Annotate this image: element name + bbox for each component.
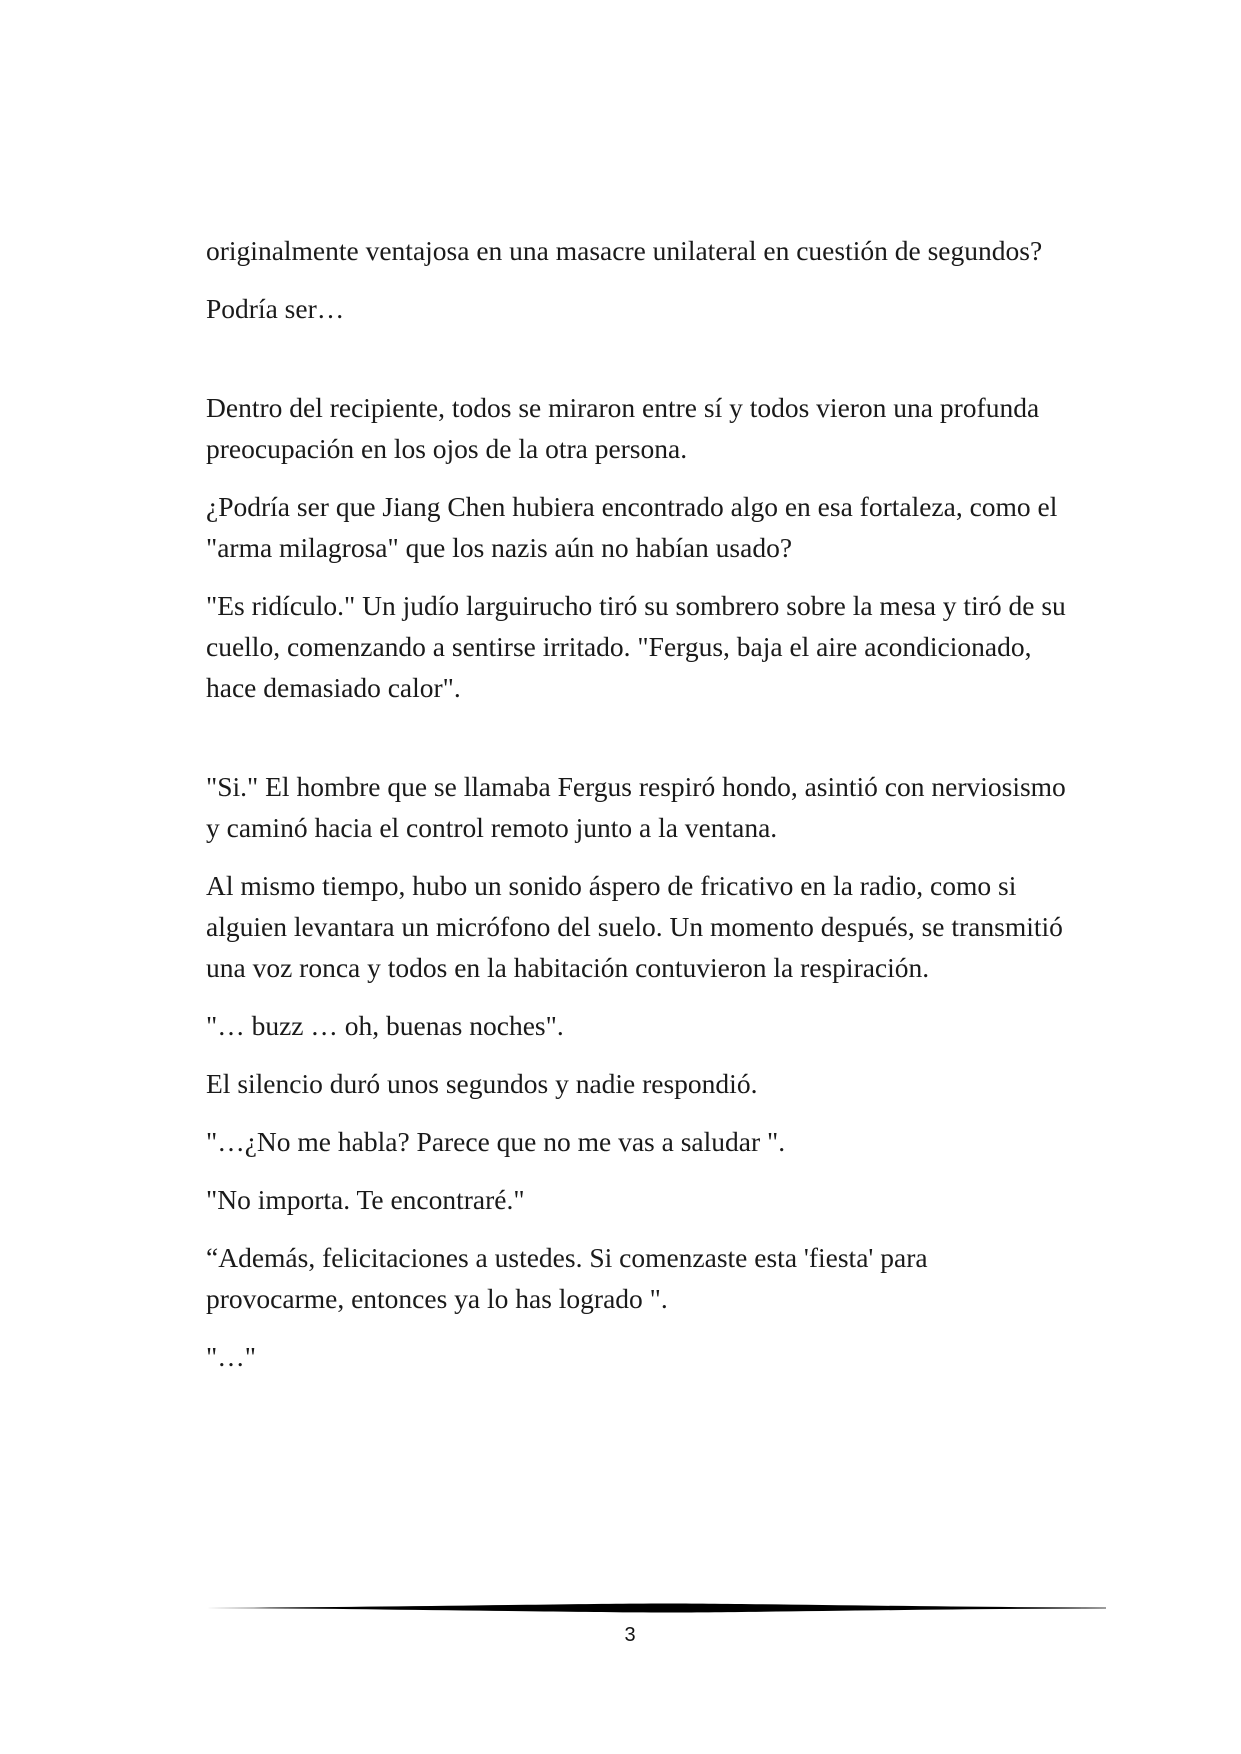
section-break [206,346,1066,387]
paragraph: Al mismo tiempo, hubo un sonido áspero de fricativo en la radio, como si alguien levantara un micrófono del suelo. Un momento después, se transmitió una voz ronca y todos en la habitación contuvieron la respiración. [206,870,1063,983]
paragraph: "…" [206,1341,256,1372]
body-text [206,230,1066,1394]
paragraph: El silencio duró unos segundos y nadie respondió. [206,1068,758,1099]
paragraph: "Si." El hombre que se llamaba Fergus respiró hondo, asintió con nerviosismo y caminó hacia el control remoto junto a la ventana. [206,771,1066,843]
footer-divider [206,1600,1106,1616]
paragraph: "No importa. Te encontraré." [206,1184,525,1215]
paragraph: "…¿No me habla? Parece que no me vas a saludar ". [206,1126,786,1157]
paragraph: "… buzz … oh, buenas noches". [206,1010,564,1041]
page-number: 3 [624,1624,636,1646]
paragraph: “Además, felicitaciones a ustedes. Si comenzaste esta 'fiesta' para provocarme, entonces ya lo has logrado ". [206,1242,928,1314]
section-break [206,725,1066,766]
paragraph: originalmente ventajosa en una masacre unilateral en cuestión de segundos? [206,235,1043,266]
paragraph: Dentro del recipiente, todos se miraron entre sí y todos vieron una profunda preocupación en los ojos de la otra persona. [206,392,1040,464]
paragraph: Podría ser… [206,293,345,324]
paragraph: ¿Podría ser que Jiang Chen hubiera encontrado algo en esa fortaleza, como el "arma milagrosa" que los nazis aún no habían usado? [206,491,1058,563]
paragraph: "Es ridículo." Un judío larguirucho tiró su sombrero sobre la mesa y tiró de su cuello, comenzando a sentirse irritado. "Fergus, baja el aire acondicionado, hace demasiado calor". [206,590,1066,703]
